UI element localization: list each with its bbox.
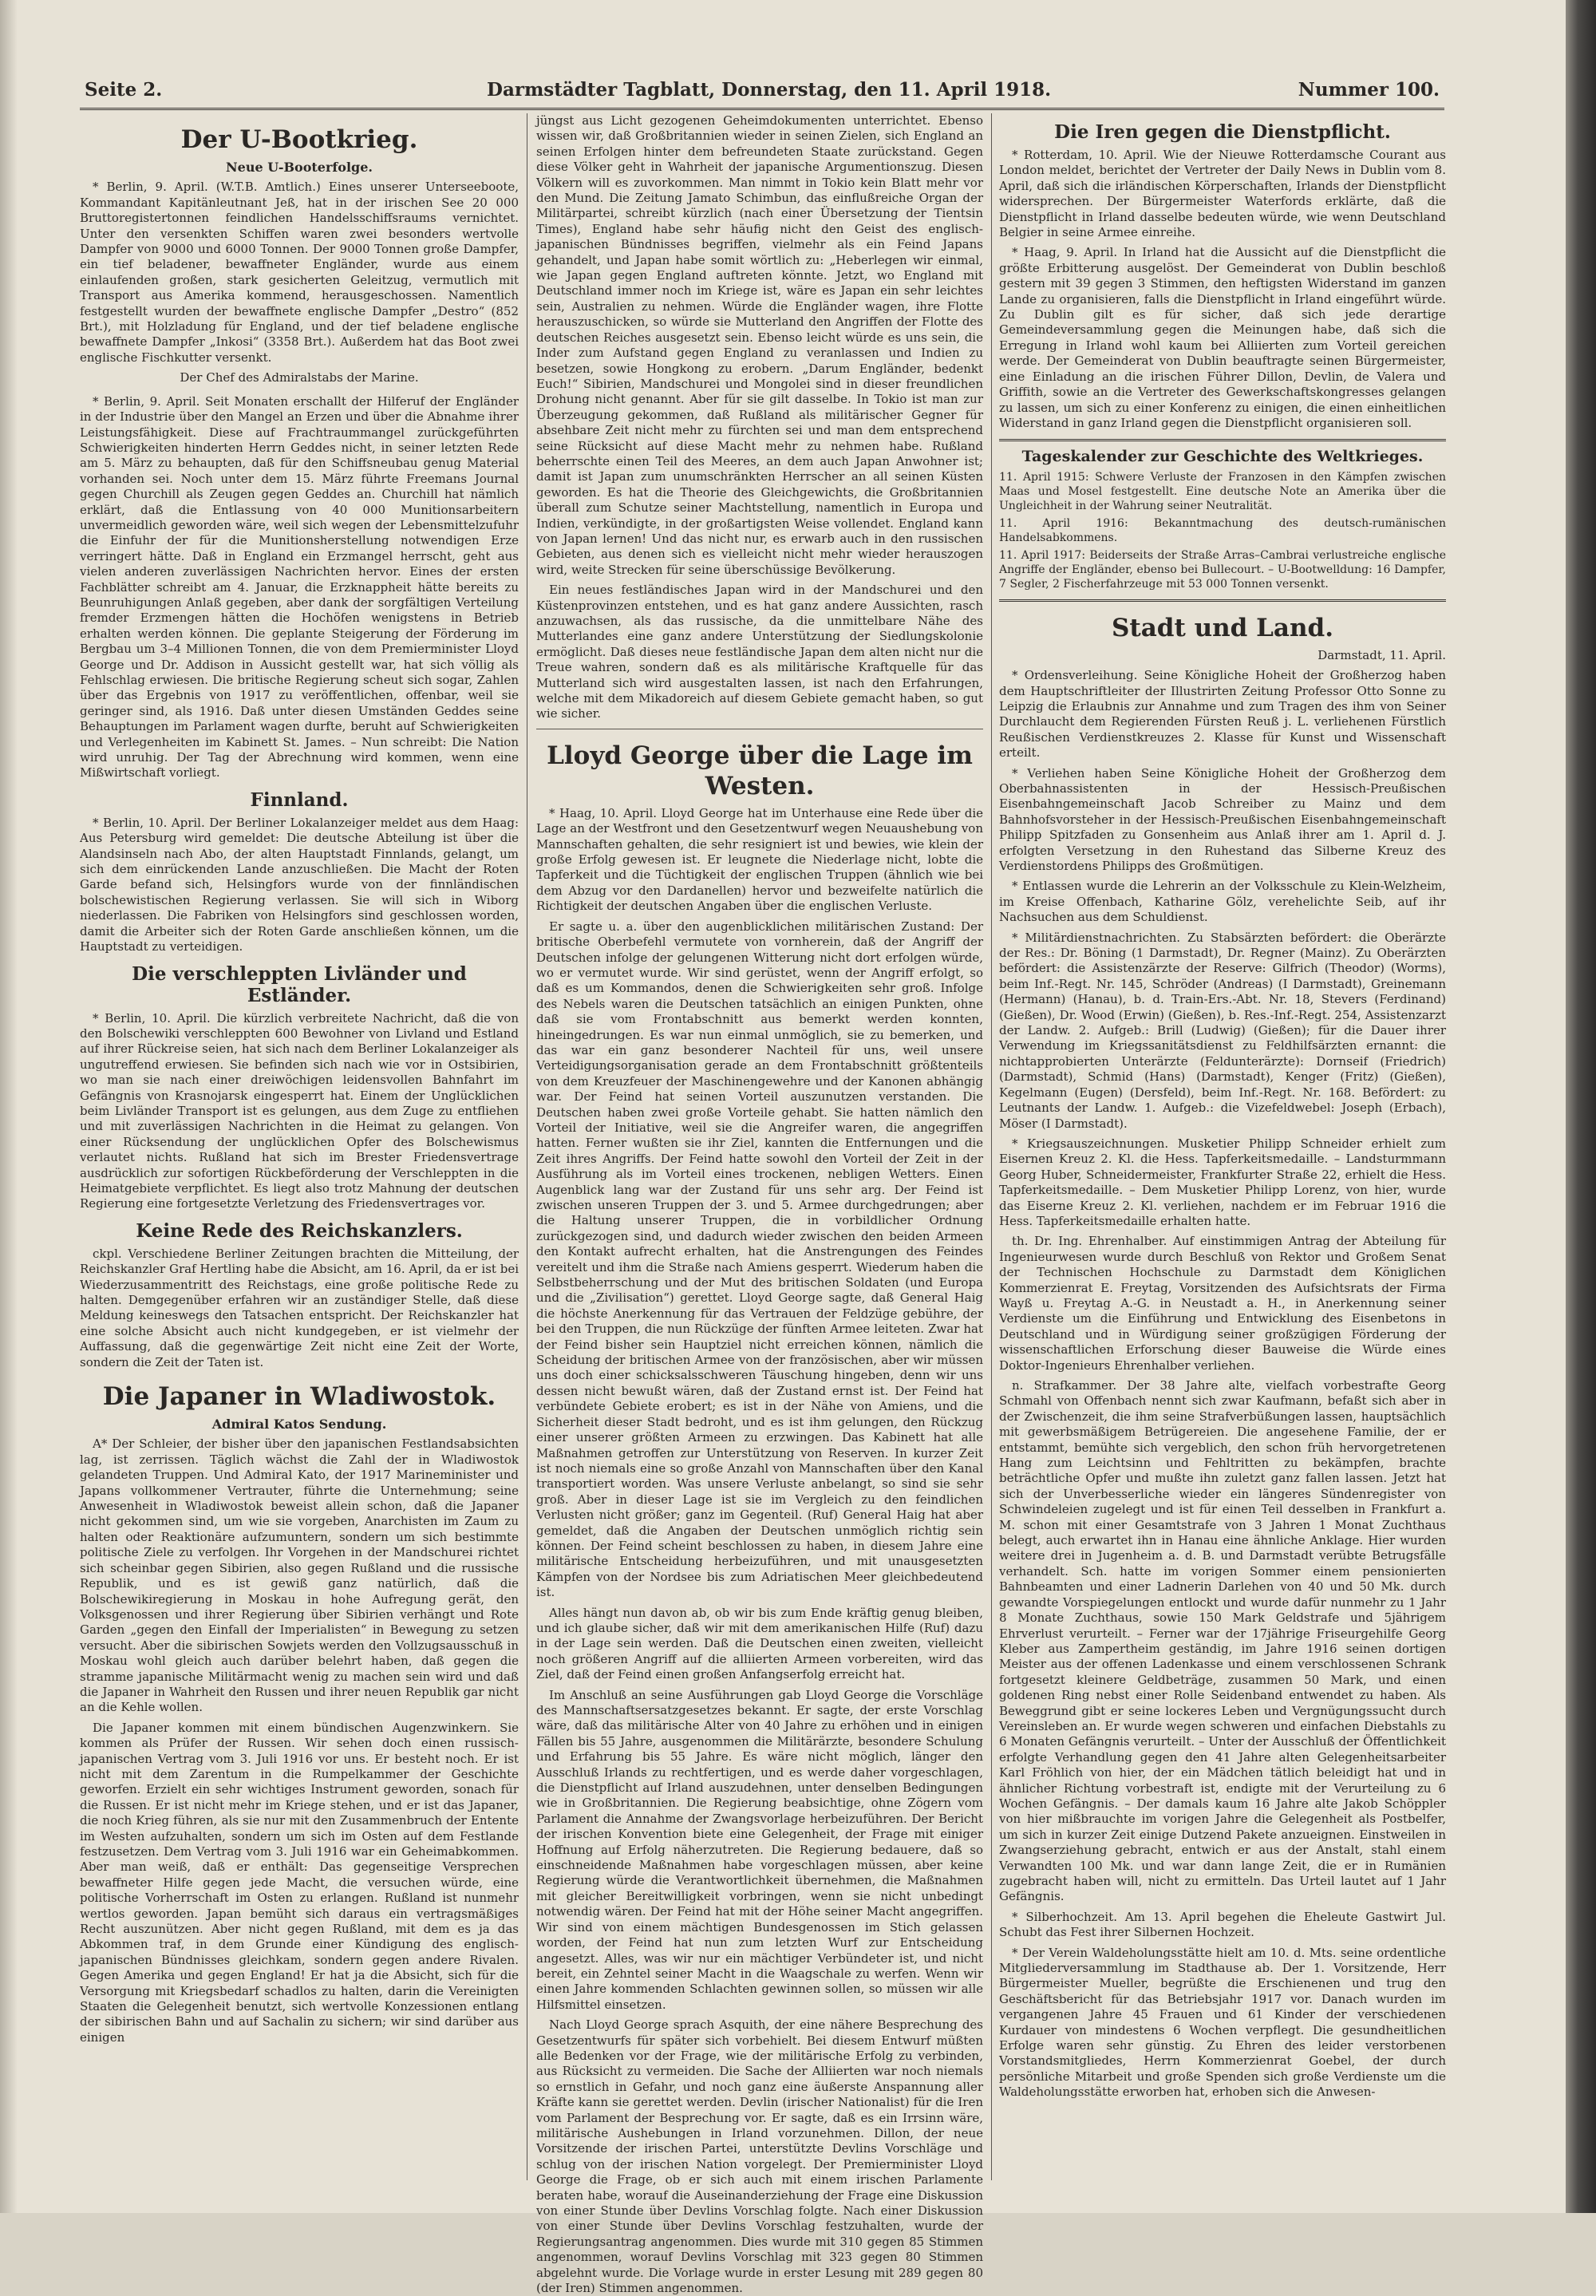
page-edge-shadow (1566, 0, 1596, 2213)
calendar-title: Tageskalender zur Geschichte des Weltkrieges. (1021, 448, 1424, 466)
masthead: Darmstädter Tagblatt, Donnerstag, den 11. April 1918. (487, 79, 1052, 101)
article-signature: Der Chef des Admiralstabs der Marine. (180, 370, 419, 385)
calendar-entry: 11. April 1915: Schwere Verluste der Franzosen in den Kämpfen zwischen Maas und Mosel festgestellt. Eine deutsche Note an Amerika über die Ungleichheit in der Wahrung seiner Neutralität. (999, 470, 1446, 512)
article-title-livlaender: Die verschleppten Livländer und Estländer. (132, 962, 467, 1006)
article-paragraph: * Haag, 9. April. In Irland hat die Aussicht auf die Dienstpflicht die größte Erbitterung ausgelöst. Der Gemeinderat von Dublin beschloß gestern mit 39 gegen 3 Stimmen, den heftigsten Widerstand im ganzen Lande zu organisieren, falls die Dienstpflicht in Irland eingeführt würde. Zu Dublin gilt es für sicher, daß sich jede derartige Gemeindeversammlung gegen die Meinungen habe, daß sich die Erregung in Irland wohl kaum bei Alliierten zum Vorteil gereichen werde. Der Gemeinderat von Dublin beauftragte seinen Bürgermeister, eine Einladung an die irischen Führer Dillon, Devlin, de Valera und Griffith, sowie an die Vertreter des Gewerkschaftskongresses gelangen zu lassen, um sich zu einer Konferenz zu einigen, die einen einheitlichen Widerstand in ganz Irland gegen die Dienstpflicht organisieren soll. (999, 245, 1446, 430)
article-paragraph: * Rotterdam, 10. April. Wie der Nieuwe Rotterdamsche Courant aus London meldet, berichtet der Vertreter der Daily News in Dublin vom 8. April, daß sich die irländischen Körperschaften, Irlands der Dienstpflicht widersprechen. Der Bürgermeister Waterfords erklärte, daß die Dienstpflicht in Irland dasselbe bedeuten würde, wie wenn Deutschland Belgier in seine Armee einreihe. (999, 148, 1446, 240)
section-divider (999, 599, 1446, 602)
article-title-iren: Die Iren gegen die Dienstpflicht. (1054, 121, 1391, 143)
article-paragraph: * Ordensverleihung. Seine Königliche Hoheit der Großherzog haben dem Hauptschriftleiter der Illustrirten Zeitung Professor Otto Sonne zu Leipzig die Erlaubnis zur Annahme und zum Tragen des ihm von Seiner Durchlaucht dem Regierenden Fürsten Reuß j. L. verliehenen Fürstlich Reußischen Verdienstkreuzes 2. Klasse für Kunst und Wissenschaft erteilt. (999, 668, 1446, 761)
article-paragraph: * Entlassen wurde die Lehrerin an der Volksschule zu Klein-Welzheim, im Kreise Offenbach, Katharine Gölz, verehelichte Seib, auf ihr Nachsuchen aus dem Schuldienst. (999, 879, 1446, 925)
calendar-entry: 11. April 1916: Bekanntmachung des deutsch-rumänischen Handelsabkommens. (999, 516, 1446, 544)
page-number: Seite 2. (85, 79, 163, 101)
article-paragraph: Nach Lloyd George sprach Asquith, der eine nähere Besprechung des Gesetzentwurfs für später sich vorbehielt. Bei diesem Entwurf müßten alle Bedenken vor der Frage, wie der militärische Erfolg zu verbinden, aus Rücksicht zu vermeiden. Die Sache der Alliierten war noch niemals so ernstlich in Gefahr, und noch ganz eine äußerste Anspannung aller Kräfte kann sie gerettet werden. Devlin (irischer Nationalist) für die Iren vom Parlament der Besprechung vor. Er sagte, daß es ein Irrsinn wäre, militärische Aushebungen in Irland vorzunehmen. Dillon, der neue Vorsitzende der irischen Partei, unterstützte Devlins Vorschläge und schlug von der irischen Nation vorgelegt. Der Premierminister Lloyd George die Frage, ob er sich auch mit einem irischen Parlamente beraten habe, worauf die Auseinanderziehung der Frage eine Diskussion von einer Stunde über Devlins Vorschlag folgte. Nach einer Diskussion von einer Stunde über Devlins Vorschlag festzuhalten, wurde der Regierungsantrag angenommen. Dies wurde mit 310 gegen 85 Stimmen angenommen, worauf Devlins Vorschlag mit 323 gegen 80 Stimmen abgelehnt wurde. Die Vorlage wurde in erster Lesung mit 289 gegen 80 (der Iren) Stimmen angenommen. (536, 2017, 983, 2296)
article-paragraph: * Berlin, 10. April. Der Berliner Lokalanzeiger meldet aus dem Haag: Aus Petersburg wird gemeldet: Die deutsche Abteilung ist über die Alandsinseln nach Abo, der alten Hauptstadt Finnlands, gelangt, um sich dem einrückenden Lande anzuschließen. Die Macht der Roten Garde befand sich, Helsingfors wurde von der finnländischen bolschewistischen Regierung verlassen. Sie will sich in Wiborg niederlassen. Die Fabriken von Helsingfors sind geschlossen worden, damit die Arbeiter sich der Roten Garde anschließen können, um die Hauptstadt zu verteidigen. (80, 815, 519, 954)
article-paragraph: * Militärdienstnachrichten. Zu Stabsärzten befördert: die Oberärzte der Res.: Dr. Böning (1 Darmstadt), Dr. Regner (Mainz). Zu Oberärzten befördert: die Assistenzärzte der Reserve: Gilfrich (Theodor) (Worms), beim Inf.-Regt. Nr. 145, Schröder (Andreas) (I Darmstadt), Greinemann (Hermann) (Hanau), b. d. Train-Ers.-Abt. Nr. 18, Stevers (Ferdinand) (Gießen), Dr. Wood (Erwin) (Gießen), b. Res.-Inf.-Regt. 254, Assistenzarzt der Landw. 2. Aufgeb.: Brill (Ludwig) (Gießen); für die Dauer ihrer Verwendung im Kriegssanitätsdienst zu Feldhilfsärzten ernannt: die nichtapprobierten Unterärzte (Feldunterärzte): Dornseif (Friedrich) (Darmstadt), Schmid (Hans) (Darmstadt), Kenger (Fritz) (Gießen), Kegelmann (Eugen) (Dersfeld), beim Inf.-Regt. Nr. 168. Befördert: zu Leutnants der Landw. 1. Aufgeb.: die Vizefeldwebel: Joseph (Erbach), Möser (I Darmstadt). (999, 930, 1446, 1131)
section-divider (999, 439, 1446, 441)
article-paragraph: Die Japaner kommen mit einem bündischen Augenzwinkern. Sie kommen als Prüfer der Russen. Wir sehen doch einen russisch-japanischen Vertrag vom 3. Juli 1916 vor uns. Er besteht noch. Er ist nicht mit dem Zarentum in die Rumpelkammer der Geschichte geworfen. Erzielt ein sehr wichtiges Instrument geworden, sonach für die Russen. Er ist nicht mehr im Kriege stehen, und er ist das Japaner, die noch Krieg führen, als sie nur mit den Zusammenbruch der Entente im Westen aufzuhalten, sondern um sich im Osten auf dem Festlande festzusetzen. Dem Vertrag vom 3. Juli 1916 war ein Geheimabkommen. Aber man weiß, daß er enthält: Das gegenseitige Versprechen bewaffneter Hilfe gegen jede Macht, die versuchen würde, eine politische Vorherrschaft im Osten zu erlangen. Rußland ist nunmehr wertlos geworden. Japan bemüht sich daraus ein vertragsmäßiges Recht auszunützen. Aber nicht gegen Rußland, mit dem es ja das Abkommen traf, in dem Grunde einer Kündigung des englisch-japanischen Bündnisses gleichkam, sondern gegen andere Rivalen. Gegen Amerika und gegen England! Er hat ja die Absicht, sich für die Versorgung mit Kriegsbedarf schadlos zu halten, darin die Vereinigten Staaten die Gelegenheit benutzt, sich wertvolle Konzessionen entlang der sibirischen Bahn und auf Sachalin zu sichern; wir sind darüber aus einigen (80, 1720, 519, 2045)
article-paragraph: Ein neues festländisches Japan wird in der Mandschurei und den Küstenprovinzen entstehen, und es hat ganz andere Aussichten, rasch anzuwachsen, als das russische, da die unmittelbare Nähe des Mutterlandes eine ganz andere Unterstützung der Siedlungskolonie ermöglicht. Daß dieses neue festländische Japan dem alten nicht nur die Treue wahren, sondern daß es als militärische Kraftquelle für das Mutterland sich wird ausgestalten lassen, ist nach den Erfahrungen, welche mit dem Mikadoreich auf diesem Gebiete gemacht haben, so gut wie sicher. (536, 583, 983, 721)
article-title-u-bootkrieg: Der U-Bootkrieg. (180, 125, 418, 154)
article-paragraph: * Kriegsauszeichnungen. Musketier Philipp Schneider erhielt zum Eisernen Kreuz 2. Kl. die Hess. Tapferkeitsmedaille. – Landsturmmann Georg Huber, Schneidermeister, Frankfurter Straße 22, erhielt die Hess. Tapferkeitsmedaille. – Dem Musketier Philipp Lorenz, von hier, wurde das Eiserne Kreuz 2. Kl. verliehen, nachdem er im Februar 1916 die Hess. Tapferkeitsmedaille erhalten hatte. (999, 1136, 1446, 1228)
article-subtitle: Admiral Katos Sendung. (211, 1417, 387, 1433)
article-paragraph: * Silberhochzeit. Am 13. April begehen die Eheleute Gastwirt Jul. Schubt das Fest ihrer Silbernen Hochzeit. (999, 1909, 1446, 1940)
article-paragraph: * Berlin, 10. April. Die kürzlich verbreitete Nachricht, daß die von den Bolschewiki verschleppten 600 Bewohner von Livland und Estland auf ihrer Rückreise seien, hat sich nach dem Berliner Lokalanzeiger als ungutreffend erwiesen. Sie befinden sich nach wie vor in Ostsibirien, wo man sie nach einer dreiwöchigen leidensvollen Bahnfahrt im Gefängnis von Krasnojarsk eingesperrt hat. Einem der Unglücklichen beim Livländer Transport ist es gelungen, aus dem Zuge zu entfliehen und mit zuverlässigen Nachrichten in die Heimat zu gelangen. Von einer Rücksendung der unglücklichen Opfer des Bolschewismus verlautet nichts. Rußland hat sich im Brester Friedensvertrage ausdrücklich zur sofortigen Rückbeförderung der Verschleppten in die Heimatgebiete verpflichtet. Es liegt also trotz Mahnung der deutschen Regierung eine fortgesetzte Verletzung des Friedensvertrages vor. (80, 1010, 519, 1211)
article-paragraph: n. Strafkammer. Der 38 Jahre alte, vielfach vorbestrafte Georg Schmahl von Offenbach nennt sich zwar Kaufmann, befaßt sich aber in der Zwischenzeit, die ihm seine Strafverbüßungen lassen, hauptsächlich mit gewerbsmäßigem Betrügereien. Die angesehene Familie, der er entstammt, bemühte sich vergeblich, den schon früh hervorgetretenen Hang zum Leichtsinn und Fehltritten zu bekämpfen, brachte beträchtliche Opfer und mußte ihn zuletzt ganz fallen lassen. Jetzt hat sich der Unverbesserliche wieder ein längeres Sündenregister von Schwindeleien zugelegt und ist für einen Teil desselben in Frankfurt a. M. schon mit einer Gesamtstrafe von 3 Jahren 1 Monat Zuchthaus belegt, auch erwartet ihn in Hanau eine ähnliche Anklage. Hier wurden weitere drei in Jugenheim a. d. B. und Darmstadt verübte Betrugsfälle verhandelt. Sch. hatte im vorigen Sommer einem pensionierten Bahnbeamten und einer Ladnerin Darlehen von 40 und 50 Mk. durch gewandte Vorspiegelungen entlockt und wurde dafür nunmehr zu 1 Jahr 8 Monate Zuchthaus, sowie 150 Mark Geldstrafe und 5jährigem Ehrverlust verurteilt. – Ferner war der 17jährige Friseurgehilfe Georg Kleber aus Zampertheim geständig, im Jahre 1916 seinen dortigen Meister aus der offenen Ladenkasse und einem verschlossenen Schrank fortgesetzt kleinere Geldbeträge, zusammen 50 Mark, und einen goldenen Ring nebst einer Rolle Seidenband entwendet zu haben. Als Beweggrund gibt er seine lockeres Leben und Vergnügungssucht durch Vereinsleben an. Er wurde wegen schweren und einfachen Diebstahls zu 6 Monaten Gefängnis verurteilt. – Unter der Ausschluß der Öffentlichkeit erfolgte Verhandlung gegen den 41 Jahre alten Gelegenheitsarbeiter Karl Fröhlich von hier, der ein Mädchen tätlich beleidigt hat und in ähnlicher Richtung vorbestraft ist, endigte mit der Verurteilung zu 6 Wochen Gefängnis. – Der damals kaum 16 Jahre alte Jakob Schöppler von hier mißbrauchte im vorigen Jahre die Gelegenheit als Postbelfer, um sich in kurzer Zeit einige Dutzend Pakete anzueignen. Einstweilen in Zwangserziehung gebracht, entwich er aus der Anstalt, stahl einem Verwandten 100 Mk. und war dann lange Zeit, die er in Rumänien zugebracht haben will, nicht zu ermitteln. Das Urteil lautet auf 1 Jahr Gefängnis. (999, 1378, 1446, 1904)
article-paragraph: jüngst aus Licht gezogenen Geheimdokumenten unterrichtet. Ebenso wissen wir, daß Großbritannien wieder in seinen Zielen, sich England an seinen Erfolgen hinter dem befreundeten Staate zurückstand. Gegen diese Völker geht in Wahrheit der japanische Argumentionszug. Diesen Völkern will es zuvorkommen. Man nimmt in Tokio kein Blatt mehr vor den Mund. Die Zeitung Jamato Schimbun, das einflußreiche Organ der Militärpartei, schreibt kürzlich (nach einer Übersetzung der Tientsin Times), England habe sehr häufig nicht den Geist des englisch-japanischen Bündnisses begriffen, vielmehr als ein Feind Japans gehandelt, und Japan habe somit wörtlich zu: „Heberlegen wir einmal, wie Japan gegen England auftreten könnte. Jetzt, wo England mit Deutschland immer noch im Kriege ist, wäre es Japan ein sehr leichtes sein, Australien zu nehmen. Würde die Engländer wagen, ihre Flotte herauszuschicken, so würde sie Mutterland den Angriffen der Flotte des deutschen Reiches ausgesetzt sein. Ebenso leicht würde es uns sein, die Inder zum Aufstand gegen England zu veranlassen und Indien zu besetzen, sowie Hongkong zu erobern. „Darum Engländer, bedenkt Euch!“ Sibirien, Mandschurei und Mongolei sind in dieser freundlichen Drohung nicht genannt. Aber für sie gilt dasselbe. In Tokio ist man zur Überzeugung gekommen, daß Rußland als militärischer Gegner für absehbare Zeit nicht mehr zu fürchten sei und man dem entsprechend seine Rücksicht auf diese Macht mehr zu nehmen habe. Rußland beherrschte einen Teil des Meeres, an dem auch Japan Anwohner ist; damit ist Japan zum unumschränkten Herrscher an all seinen Küsten geworden. Es hat die Theorie des Gleichgewichts, die Großbritannien überall zum Schutze seiner Machtstellung, namentlich in Europa und Indien, verkündigte, in der großartigsten Weise vollendet. England kann von Japan lernen! Und das nicht nur, es erwarb auch in den russischen Gebieten, aus denen sich es vielleicht nicht mehr wieder herauszogen wird, weite Strecken für seine überschüssige Bevölkerung. (536, 113, 983, 577)
article-title-reichskanzler: Keine Rede des Reichskanzlers. (136, 1219, 463, 1242)
article-paragraph: A* Der Schleier, der bisher über den japanischen Festlandsabsichten lag, ist zerrissen. Täglich wächst die Zahl der in Wladiwostok gelandeten Truppen. Und Admiral Kato, der 1917 Marineminister und Japans vollkommener Vertrauter, führte die Unternehmung; seine Anwesenheit in Wladiwostok beweist allein schon, daß die Japaner nicht gekommen sind, um wie sie vorgeben, Anarchisten im Zaum zu halten oder Reaktionäre aufzumuntern, sondern um sich bestimmte politische Ziele zu verfolgen. Ihr Vorgehen in der Mandschurei richtet sich scheinbar gegen Sibirien, also gegen Rußland und die russische Republik, und es ist gewiß ganz natürlich, daß die Bolschewikiregierung in Moskau in hohe Aufregung gerät, den Volksgenossen und ihrer Regierung über Sibirien verhängt und Rote Garden „gegen den Einfall der Imperialisten“ in Bewegung zu setzen versucht. Aber die sibirischen Sowjets werden den Vollzugsausschuß in Moskau wohl gleich auch darüber belehrt haben, daß gegen die stramme japanische Militärmacht wenig zu machen sein wird und daß die Japaner in Wahrheit den Russen und ihrer neuen Republik gar nicht an die Kehle wollen. (80, 1436, 519, 1715)
article-paragraph: * Berlin, 9. April. (W.T.B. Amtlich.) Eines unserer Unterseeboote, Kommandant Kapitänleutnant Jeß, hat in der irischen See 20 000 Bruttoregistertonnen feindlichen Handelsschiffsraums vernichtet. Unter den versenkten Schiffen waren zwei besonders wertvolle Dampfer von 9000 und 6000 Tonnen. Der 9000 Tonnen große Dampfer, ein tief beladener, bewaffneter Engländer, wurde aus einem einlaufenden großen, stark gesicherten Geleitzug, vermutlich mit Transport aus Amerika kommend, herausgeschossen. Namentlich festgestellt wurden der bewaffnete englische Dampfer „Destro“ (852 Brt.), mit Holzladung für England, und der tief beladene englische bewaffnete Dampfer „Inkosi“ (3358 Brt.). Außerdem hat das Boot zwei englische Fischkutter versenkt. (80, 180, 519, 365)
article-title-finnland: Finnland. (250, 788, 349, 811)
article-subtitle: Neue U-Booterfolge. (226, 160, 373, 175)
article-paragraph: * Berlin, 9. April. Seit Monaten erschallt der Hilferuf der Engländer in der Industrie über den Mangel an Erzen und über die Abnahme ihrer Leistungsfähigkeit. Diese auf Frachtraummangel zurückgeführten Schwierigkeiten hinderten Herrn Geddes nicht, in seiner letzten Rede am 5. März zu behaupten, daß für den Schiffsneubau genug Material vorhanden sei. Noch unter dem 15. März führte Freemans Journal gegen Churchill als Zeugen gegen Geddes an. Churchill hat nämlich erklärt, daß die Entlassung von 40 000 Munitionsarbeitern unvermeidlich geworden wäre, weil sich wegen der Lebensmittelzufuhr die Einfuhr der für die Munitionsherstellung notwendigen Erze verringert hätte. Daß in England ein Erzmangel herrscht, geht aus vielen anderen zuverlässigen Nachrichten hervor. Eines der ersten Fachblätter schreibt am 4. Januar, die Erzknappheit hätte bereits zu Beunruhigungen Anlaß gegeben, aber dank der sorgfältigen Verteilung fremder Erzmengen hätten die Hochöfen wenigstens in Betrieb erhalten werden können. Die geplante Steigerung der Förderung im Bergbau um 3–4 Millionen Tonnen, die von dem Premierminister Lloyd George und Dr. Addison in Aussicht gestellt war, hat sich völlig als Fehlschlag erwiesen. Die britische Regierung scheut sich sogar, Zahlen über das Ergebnis von 1917 zu veröffentlichen, offenbar, weil sie geringer sind, als 1916. Daß unter diesen Umständen Geddes seine Behauptungen im Parlament wagen durfte, beruht auf Schwierigkeiten und Verlegenheiten im Kabinett St. James. – Nun schreibt: Die Nation wird unruhig. Der Tag der Abrechnung wird kommen, wenn eine Mißwirtschaft vorliegt. (80, 393, 519, 780)
column-rule (991, 113, 992, 2180)
article-paragraph: Im Anschluß an seine Ausführungen gab Lloyd George die Vorschläge des Mannschaftsersatzgesetzes bekannt. Er sagte, der erste Vorschlag wäre, daß das militärische Alter von 40 Jahre zu erhöhen und in einigen Fällen bis 55 Jahre, ausgenommen die Militärärzte, besondere Schulung und Erfahrung bis 55 Jahre. Es wäre nicht möglich, länger den Ausschluß Irlands zu rechtfertigen, und es werde daher vorgeschlagen, die Dienstpflicht auf Irland auszudehnen, unter denselben Bedingungen wie in Großbritannien. Die Regierung beabsichtige, ohne Zögern vom Parlament die Annahme der Zwangsvorlage herbeizuführen. Der Bericht der irischen Konvention biete eine Gelegenheit, der Frage mit einiger Hoffnung auf Erfolg näherzutreten. Die Regierung bedauere, daß so einschneidende Maßnahmen habe vorgeschlagen müssen, aber keine Regierung würde die Verantwortlichkeit übernehmen, die Maßnahmen mit gleicher Bereitwilligkeit vorbringen, wenn sie nicht unbedingt notwendig wären. Der Feind hat mit der Höhe seiner Macht angegriffen. Wir sind von einem mächtigen Bundesgenossen im Stich gelassen worden, der Feind hat nun zum letzten Wurf zur Entscheidung angesetzt. Alles, was wir nur ein mächtiger Verbündeter ist, und nicht bereit, ein Zehntel seiner Macht in die Waagschale zu werfen. Wenn wir einen Jahre kommenden Schlachten gewinnen sollen, so müssen wir alle Hilfsmittel einsetzen. (536, 1687, 983, 2012)
article-paragraph: Er sagte u. a. über den augenblicklichen militärischen Zustand: Der britische Oberbefehl vermutete von vornherein, daß der Angriff der Deutschen infolge der gelungenen Witterung nicht dort erfolgen würde, wo er vermutet wurde. Wir sind gerüstet, wenn der Angriff erfolgt, so daß es um Kommandos, denen die Schwierigkeiten sehr groß. Infolge des Nebels waren die Deutschen tatsächlich an einigen Punkten, ohne daß sie vom Frontabschnitt aus bemerkt werden konnten, hineingedrungen. Es war nun einmal unmöglich, sie zu bemerken, und das war ein ganz besonderer Nachteil für uns, weil unsere Verteidigungsorganisation gerade an dem Frontabschnitt größtenteils von dem Kreuzfeuer der Maschinengewehre und der Kanonen abhängig war. Der Feind hat seinen Vorteil auszunutzen verstanden. Die Deutschen haben zwei große Vorteile gehabt. Sie hatten nämlich den Vorteil der Initiative, weil sie die Angreifer waren, die angegriffen hatten. Ferner wußten sie ihr Ziel, kannten die Entfernungen und die Zeit ihres Angriffs. Der Feind hatte sowohl den Vorteil der Zeit in der Ausführung als im Vorteil eines trockenen, nebligen Wetters. Einen Augenblick lang war der Zustand für uns sehr arg. Der Feind ist zwischen unseren Truppen der 3. und 5. Armee durchgedrungen; aber die Haltung unserer Truppen, die in vorbildlicher Ordnung zurückgezogen sind, und dadurch wieder zwischen den beiden Armeen den Kontakt aufrecht erhalten, hat die Anstrengungen des Feindes vereitelt und ihm die Straße nach Amiens gesperrt. Wiederum haben die Selbstbeherrschung und der Mut des britischen Soldaten (und Europa und die „Zivilisation“) gerettet. Lloyd George sagte, daß General Haig die höchste Anerkennung für das Vertrauen der Feldzüge gebühre, der bei den Truppen, die nun Rückzüge der fünften Armee leiteten. Zwar hat der Feind bisher sein Hauptziel nicht erreichen können, nämlich die Scheidung der britischen Armee von der französischen, aber wir müssen uns doch einer schicksalsschweren Täuschung hingeben, denn wir uns dessen nicht bewußt wären, daß der Zustand ernst ist. Der Feind hat verbündete Gebiete erobert; es ist in der Nähe von Amiens, und die Sicherheit dieser Stadt bedroht, und es ist ihm gelungen, den Rückzug einer unserer größten Armeen zu erzwingen. Das Kabinett hat alle Maßnahmen getroffen zur Unterstützung von Reserven. In kurzer Zeit ist noch niemals eine so große Anzahl von Mannschaften über den Kanal transportiert worden. Was unsere Verluste anbelangt, so sind sie sehr groß. Aber in dieser Lage ist sie im Vergleich zu den feindlichen Verlusten nicht größer; ganz im Gegenteil. (Ruf) General Haig hat aber gemeldet, daß die Angaben der Deutschen unmöglich richtig sein können. Der Feind scheint beschlossen zu haben, in diesem Jahre eine militärische Entscheidung herbeizuführen, und mit unausgesetzten Kämpfen von der Nordsee bis zum Adriatischen Meer gleichbedeutend ist. (536, 919, 983, 1600)
column-2 (536, 113, 983, 2296)
page-header (80, 76, 1444, 110)
article-paragraph: * Haag, 10. April. Lloyd George hat im Unterhause eine Rede über die Lage an der Westfront und den Gesetzentwurf wegen Neuaushebung von Mannschaften gehalten, die sehr resigniert ist und bewies, wie klein der große Erfolg gewesen ist. Er leugnete die Niederlage nicht, lobte die Tapferkeit und die Tüchtigkeit der englischen Truppen (ähnlich wie bei dem Abzug vor den Dardanellen) hervor und bezweifelte natürlich die Richtigkeit der deutschen Angaben über die englischen Verluste. (536, 805, 983, 914)
article-paragraph: ckpl. Verschiedene Berliner Zeitungen brachten die Mitteilung, der Reichskanzler Graf Hertling habe die Absicht, am 16. April, da er ist bei Wiederzusammentritt des Reichstags, eine große politische Rede zu halten. Demgegenüber erfahren wir an zuständiger Stelle, daß diese Meldung keineswegs den Tatsachen entspricht. Der Reichskanzler hat eine solche Absicht auch nicht kundgegeben, er ist vielmehr der Auffassung, daß die gegenwärtige Zeit nicht eine Zeit der Worte, sondern die Zeit der Taten ist. (80, 1246, 519, 1369)
article-paragraph: th. Dr. Ing. Ehrenhalber. Auf einstimmigen Antrag der Abteilung für Ingenieurwesen wurde durch Beschluß von Rektor und Großem Senat der Technischen Hochschule zu Darmstadt dem Königlichen Kommerzienrat E. Freytag, Vorsitzenden des Aufsichtsrats der Firma Wayß u. Freytag A.-G. in Neustadt a. H., in Anerkennung seiner Verdienste um die Einführung und Entwicklung des Eisenbetons in Deutschland und in Würdigung seiner großzügigen Förderung der wissenschaftlichen Erforschung dieser Bauweise die Würde eines Doktor-Ingenieurs Ehrenhalber verliehen. (999, 1234, 1446, 1373)
article-title-lloyd-george: Lloyd George über die Lage im Westen. (547, 741, 973, 800)
page-gutter-shadow (0, 0, 18, 2213)
article-paragraph: Alles hängt nun davon ab, ob wir bis zum Ende kräftig genug bleiben, und ich glaube sicher, daß wir mit dem amerikanischen Hilfe (Ruf) dazu in der Lage sein werden. Daß die Deutschen einen zweiten, vielleicht noch größeren Angriff auf die alliierten Armeen vorbereiten, wird das Ziel, daß der Feind einen großen Anfangserfolg erreicht hat. (536, 1605, 983, 1682)
article-paragraph: * Der Verein Waldeholungsstätte hielt am 10. d. Mts. seine ordentliche Mitgliederversammlung im Stadthause ab. Der 1. Vorsitzende, Herr Bürgermeister Mueller, begrüßte die Erschienenen und trug den Geschäftsbericht für das Betriebsjahr 1917 vor. Danach wurden im vergangenen Jahre 45 Frauen und 61 Kinder der verschiedenen Kurdauer von mindestens 6 Wochen verpflegt. Die gesundheitlichen Erfolge waren sehr günstig. Zu Ehren des leider verstorbenen Vorstandsmitgliedes, Herrn Kommerzienrat Goebel, der durch persönliche Mitarbeit und große Spenden sich große Verdienste um die Waldeholungsstätte erworben hat, erhoben sich die Anwesen- (999, 1945, 1446, 2100)
article-title-japaner: Die Japaner in Wladiwostok. (102, 1382, 496, 1412)
column-3 (999, 113, 1446, 2180)
calendar-entry: 11. April 1917: Beiderseits der Straße Arras–Cambrai verlustreiche englische Angriffe der Engländer, ebenso bei Bullecourt. – U-Bootwelldung: 16 Dampfer, 7 Segler, 2 Fischerfahrzeuge mit 53 000 Tonnen versenkt. (999, 548, 1446, 591)
column-1 (80, 113, 519, 2180)
section-title-stadt-und-land: Stadt und Land. (1111, 613, 1334, 642)
dateline: Darmstadt, 11. April. (1317, 647, 1446, 662)
article-paragraph: * Verliehen haben Seine Königliche Hoheit der Großherzog dem Oberbahnassistenten in der Hessisch-Preußischen Eisenbahngemeinschaft Jacob Schreiber zu Mainz und dem Bahnhofsvorsteher in der Hessisch-Preußischen Eisenbahngemeinschaft Philipp Spitzfaden zu Gonsenheim aus Anlaß ihrer am 1. April d. J. erfolgten Versetzung in den Ruhestand das Silberne Kreuz des Verdienstordens Philipps des Großmütigen. (999, 765, 1446, 873)
issue-number: Nummer 100. (1298, 79, 1440, 101)
